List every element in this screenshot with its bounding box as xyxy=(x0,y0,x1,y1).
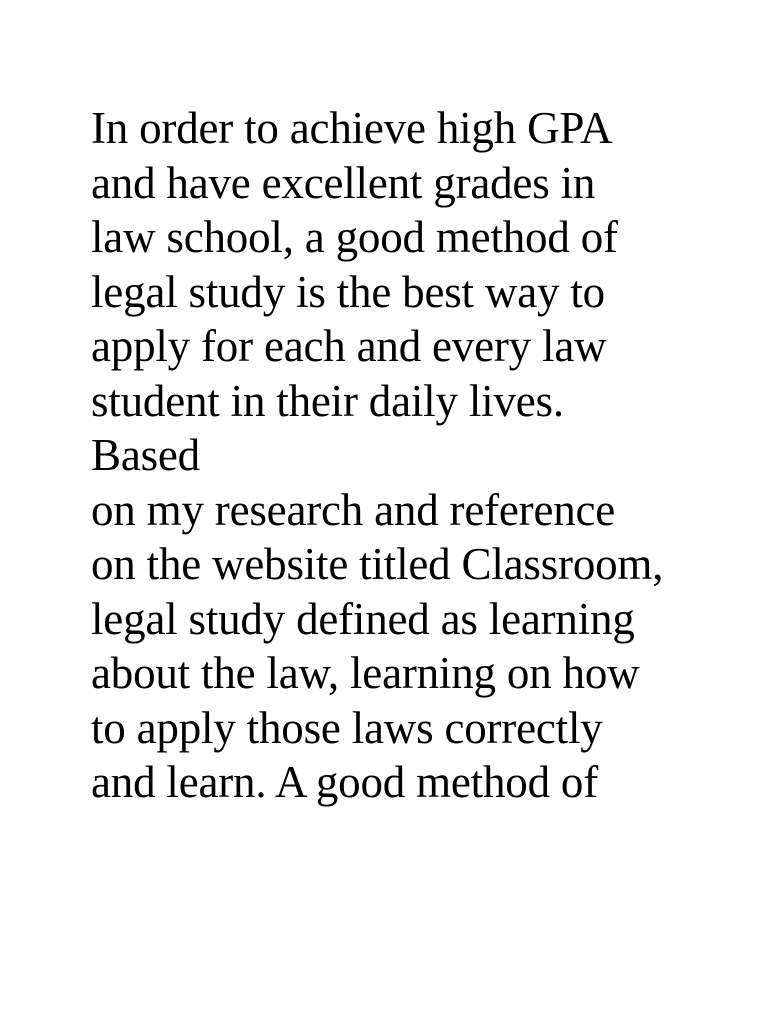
text-line: apply for each and every law xyxy=(91,321,607,371)
text-line: to apply those laws correctly xyxy=(91,702,603,753)
text-line: In order to achieve high GPA xyxy=(91,103,613,153)
text-line: student in their daily lives. xyxy=(91,375,564,426)
text-line: legal study defined as learning xyxy=(91,593,635,644)
text-line: on the website titled Classroom, xyxy=(91,539,664,589)
text-line: legal study is the best way to xyxy=(91,266,605,317)
text-line: law school, a good method of xyxy=(91,212,618,262)
text-line: and learn. A good method of xyxy=(91,757,599,807)
text-line: on my research and reference xyxy=(91,484,616,535)
body-text xyxy=(91,101,751,810)
text-line: Based xyxy=(91,430,200,480)
text-line: and have excellent grades in xyxy=(91,157,596,208)
text-line: about the law, learning on how xyxy=(91,648,640,698)
